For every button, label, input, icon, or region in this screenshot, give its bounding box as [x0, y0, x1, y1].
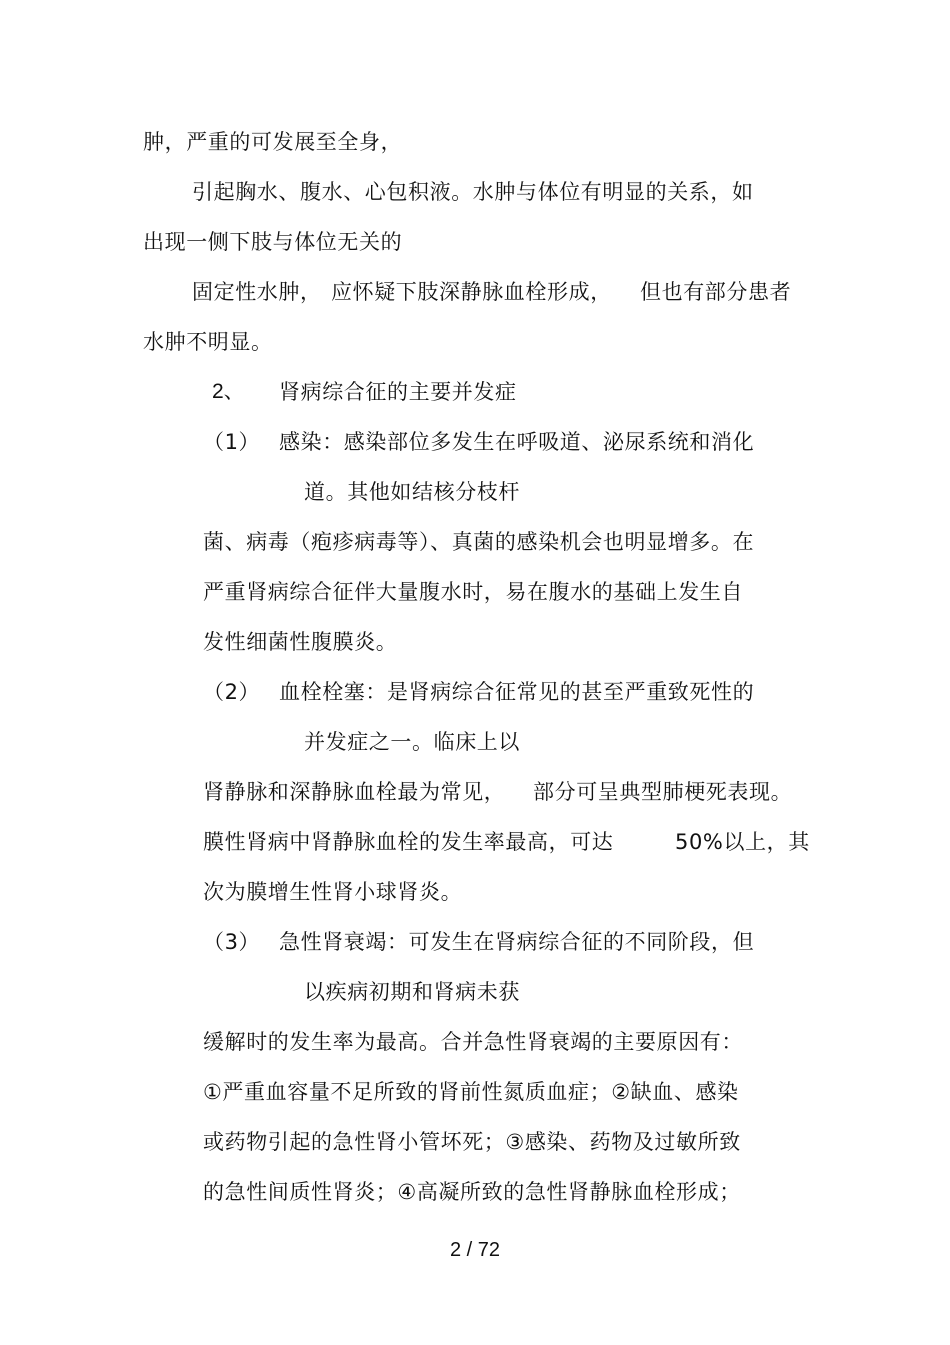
item-number: （2）	[203, 680, 261, 704]
page-number: 2 / 72	[449, 1239, 501, 1261]
text-line: 缓解时的发生率为最高。合并急性肾衰竭的主要原因有：	[203, 1030, 743, 1054]
item-text: 血栓栓塞：是肾病综合征常见的甚至严重致死性的	[279, 680, 755, 704]
text-line: 膜性肾病中肾静脉血栓的发生率最高，可达	[203, 830, 614, 854]
item-number: （1）	[203, 430, 261, 454]
text-line: 引起胸水、腹水、心包积液。水肿与体位有明显的关系，如	[192, 180, 754, 204]
text-line: 水肿不明显。	[143, 330, 273, 354]
text-line: 的急性间质性肾炎；④高凝所致的急性肾静脉血栓形成；	[203, 1180, 741, 1204]
item-text: 急性肾衰竭：可发生在肾病综合征的不同阶段，但	[279, 930, 755, 954]
text-line: 固定性水肿，	[192, 280, 322, 304]
text-line: ①严重血容量不足所致的肾前性氮质血症；②缺血、感染	[203, 1080, 739, 1104]
item-text-cont: 道。其他如结核分枝杆	[304, 480, 520, 504]
text-line: 50%以上，其	[675, 830, 810, 854]
section-title: 肾病综合征的主要并发症	[279, 380, 517, 404]
item-text-cont: 以疾病初期和肾病未获	[304, 980, 520, 1004]
text-line: 发性细菌性腹膜炎。	[203, 630, 398, 654]
item-number: （3）	[203, 930, 261, 954]
item-text: 感染：感染部位多发生在呼吸道、泌尿系统和消化	[279, 430, 755, 454]
text-line: 应怀疑下肢深静脉血栓形成，	[331, 280, 612, 304]
text-line: 出现一侧下肢与体位无关的	[143, 230, 403, 254]
text-line: 肿，严重的可发展至全身，	[143, 130, 403, 154]
text-line: 次为膜增生性肾小球肾炎。	[203, 880, 463, 904]
text-line: 部分可呈典型肺梗死表现。	[533, 780, 793, 804]
text-line: 严重肾病综合征伴大量腹水时，易在腹水的基础上发生自	[203, 580, 743, 604]
section-number: 2、	[212, 380, 245, 403]
item-text-cont: 并发症之一。临床上以	[304, 730, 520, 754]
text-line: 肾静脉和深静脉血栓最为常见，	[203, 780, 506, 804]
text-line: 菌、病毒（疱疹病毒等）、真菌的感染机会也明显增多。在	[203, 530, 755, 554]
text-line: 或药物引起的急性肾小管坏死；③感染、药物及过敏所致	[203, 1130, 741, 1154]
text-line: 但也有部分患者	[640, 280, 792, 304]
